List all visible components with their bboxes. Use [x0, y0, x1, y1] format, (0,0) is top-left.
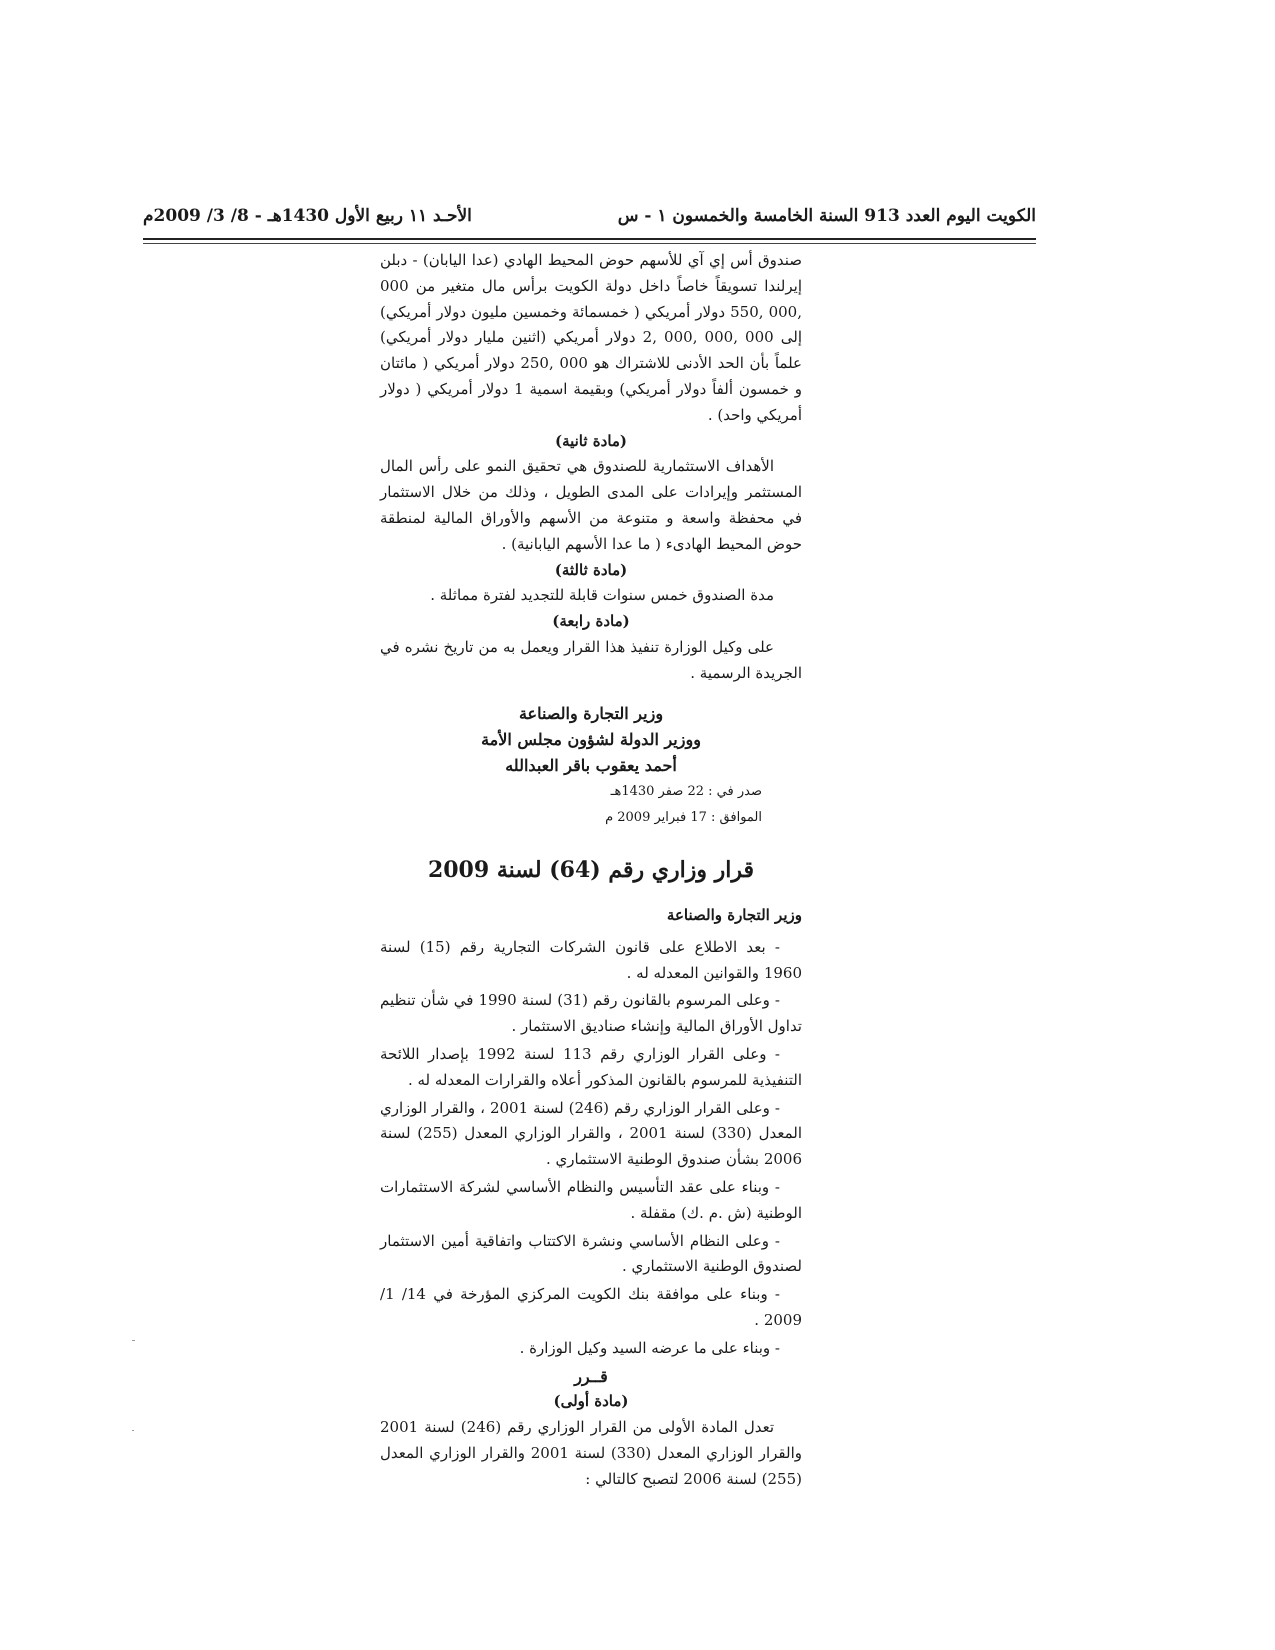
issued-hijri-date: صدر في : 22 صفر 1430هـ	[610, 783, 762, 799]
decision-title: قرار وزاري رقم (64) لسنة 2009	[427, 857, 755, 883]
scan-speck	[132, 1430, 134, 1431]
section-previous-decision	[380, 248, 802, 831]
decided-heading: قــرر	[574, 1366, 608, 1386]
scan-speck	[132, 1340, 135, 1341]
preamble-item: - وعلى القرار الوزاري رقم (246) لسنة 2001 ، والقرار الوزاري المعدل (330) لسنة 2001 ، والقرار الوزاري المعدل (255) لسنة 2006 بشأن صندوق الوطنية الاستثماري .	[380, 1098, 802, 1169]
preamble-item: - وبناء على عقد التأسيس والنظام الأساسي لشركة الاستثمارات الوطنية (ش .م .ك) مقفلة .	[380, 1177, 802, 1222]
article-2-text: الأهداف الاستثمارية للصندوق هي تحقيق النمو على رأس المال المستثمر وإيرادات على المدى الطويل ، وذلك من خلال الاستثمار في محفظة واسعة و متنوعة من الأسهم والأوراق المالية لمنطقة حوض المحيط الهادىء ( ما عدا الأسهم اليابانية) .	[380, 457, 802, 553]
article-4-text: على وكيل الوزارة تنفيذ هذا القرار ويعمل به من تاريخ نشره في الجريدة الرسمية .	[380, 637, 802, 682]
article-1-text: تعدل المادة الأولى من القرار الوزاري رقم (246) لسنة 2001 والقرار الوزاري المعدل (330) لسنة 2001 والقرار الوزاري المعدل (255) لسنة 2006 لتصبح كالتالي :	[380, 1418, 802, 1488]
article-1-heading: (مادة أولى)	[553, 1392, 629, 1411]
header-rule-thin	[143, 243, 1036, 244]
header-publication-info: الكويت اليوم العدد 913 السنة الخامسة والخمسون ١ - س	[617, 206, 1036, 226]
preamble-item: - بعد الاطلاع على قانون الشركات التجارية رقم (15) لسنة 1960 والقوانين المعدله له .	[380, 937, 802, 982]
page-header	[143, 200, 1036, 236]
signature-block	[380, 701, 802, 779]
preamble-item: - وعلى المرسوم بالقانون رقم (31) لسنة 1990 في شأن تنظيم تداول الأوراق المالية وإنشاء صناديق الاستثمار .	[380, 991, 802, 1036]
article-4-heading: (مادة رابعة)	[552, 612, 630, 631]
signature-title-1: وزير التجارة والصناعة	[518, 703, 664, 723]
article-2-heading: (مادة ثانية)	[554, 431, 628, 450]
preamble-item: - وبناء على موافقة بنك الكويت المركزي المؤرخة في 14/ 1/ 2009 .	[380, 1285, 802, 1329]
preamble-item: - وعلى القرار الوزاري رقم 113 لسنة 1992 بإصدار اللائحة التنفيذية للمرسوم بالقانون المذكور أعلاه والقرارات المعدله له .	[380, 1044, 802, 1089]
signature-name: أحمد يعقوب باقر العبدالله	[505, 755, 677, 775]
section-decision-64	[380, 903, 802, 1493]
header-rule	[143, 238, 1036, 240]
issue-date-block	[380, 779, 802, 831]
article-3-text: مدة الصندوق خمس سنوات قابلة للتجديد لفترة مماثلة .	[430, 586, 774, 605]
fund-description-paragraph: صندوق أس إي آي للأسهم حوض المحيط الهادي (عدا اليابان) - دبلن إيرلندا تسويقاً خاصاً داخل دولة الكويت برأس مال متغير من 000 ,000 ,550 دولار أمريكي ( خمسمائة وخمسين مليون دولار أمريكي) إلى 000 ,000 ,000 ,2 دولار أمريكي (اثنين مليار دولار أمريكي) علماً بأن الحد الأدنى للاشتراك هو 000 ,250 دولار أمريكي ( مائتان و خمسون ألفاً دولار أمريكي) وبقيمة اسمية 1 دولار أمريكي ( دولار أمريكي واحد) .	[380, 251, 803, 424]
article-3-heading: (مادة ثالثة)	[554, 560, 628, 579]
issuing-minister: وزير التجارة والصناعة	[666, 906, 802, 924]
header-date: الأحـد ١١ ربيع الأول 1430هـ - 8/ 3/ 2009م	[143, 206, 472, 226]
issued-gregorian-date: الموافق : 17 فبراير 2009 م	[605, 809, 762, 825]
signature-title-2: ووزير الدولة لشؤون مجلس الأمة	[481, 729, 701, 749]
preamble-item: - وعلى النظام الأساسي ونشرة الاكتتاب واتفاقية أمين الاستثمار لصندوق الوطنية الاستثماري .	[380, 1231, 802, 1276]
preamble-item: - وبناء على ما عرضه السيد وكيل الوزارة .	[519, 1338, 780, 1357]
